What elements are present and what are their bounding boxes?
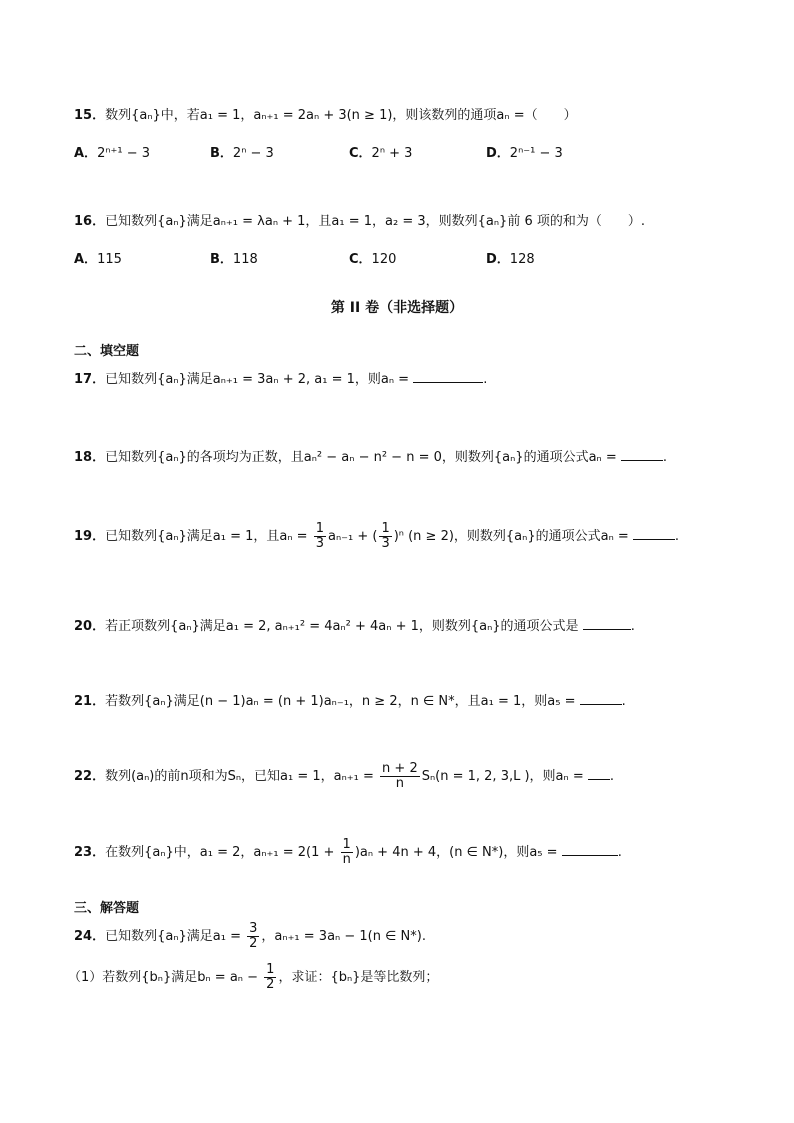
question-15 xyxy=(74,106,577,126)
question-number: 22． xyxy=(74,769,106,784)
option-a: A．2ⁿ⁺¹ − 3 xyxy=(74,146,151,161)
question-19: 19．已知数列{aₙ}满足a₁ = 1，且aₙ = $\frac{1}{3}$ aₙ₋₁ + ( $\frac{1}{3}$ )ⁿ (n ≥ 2)，则数列{aₙ}的通项公式aₙ = . xyxy=(74,521,680,551)
answer-blank[interactable] xyxy=(583,615,631,630)
question-number: 15． xyxy=(74,108,106,123)
answer-blank[interactable] xyxy=(562,841,618,856)
answer-blank[interactable] xyxy=(413,368,483,383)
question-text: 已知数列{aₙ}的各项均为正数，且aₙ² − aₙ − n² − n = 0，则数列{aₙ}的通项公式aₙ = xyxy=(105,450,617,465)
option-d: D．128 xyxy=(486,252,535,267)
question-17: 17．已知数列{aₙ}满足aₙ₊₁ = 3aₙ + 2, a₁ = 1，则aₙ = . xyxy=(74,368,487,390)
question-number: 19． xyxy=(74,529,106,544)
answer-blank[interactable] xyxy=(621,446,663,461)
question-23: 23．在数列{aₙ}中，a₁ = 2，aₙ₊₁ = 2(1 + $\frac{1}{n}$ )aₙ + 4n + 4，(n ∈ N*)，则a₅ = . xyxy=(74,837,622,867)
question-number: 21． xyxy=(74,694,106,709)
option-b: B．118 xyxy=(210,252,258,267)
solve-heading: 三、解答题 xyxy=(74,901,140,916)
answer-blank[interactable] xyxy=(633,525,675,540)
question-24: 24．已知数列{aₙ}满足a₁ = $\frac{3}{2}$ ，aₙ₊₁ = 3aₙ − 1(n ∈ N*). xyxy=(74,921,426,951)
question-21: 21．若数列{aₙ}满足(n − 1)aₙ = (n + 1)aₙ₋₁，n ≥ 2，n ∈ N*，且a₁ = 1，则a₅ = . xyxy=(74,690,626,712)
section-title: 第 II 卷（非选择题） xyxy=(330,300,464,316)
question-number: 24． xyxy=(74,929,106,944)
fraction: $\frac{3}{2}$ xyxy=(249,921,258,951)
question-text: 若数列{aₙ}满足(n − 1)aₙ = (n + 1)aₙ₋₁，n ≥ 2，n ∈ N*，且a₁ = 1，则a₅ = xyxy=(105,694,576,709)
question-number: 23． xyxy=(74,845,106,860)
question-number: 20． xyxy=(74,619,106,634)
fraction: $\frac{1}{3}$ xyxy=(381,521,390,551)
option-d: D．2ⁿ⁻¹ − 3 xyxy=(486,146,563,161)
question-24-part-1: （1）若数列{bₙ}满足bₙ = aₙ − $\frac{1}{2}$ ，求证：{bₙ}是等比数列； xyxy=(68,962,439,992)
fraction: $\frac{n + 2}{n}$ xyxy=(382,761,418,791)
fraction: $\frac{1}{n}$ xyxy=(342,837,351,867)
fill-in-heading: 二、填空题 xyxy=(74,344,140,359)
option-c: C．120 xyxy=(349,252,397,267)
question-text: 若正项数列{aₙ}满足a₁ = 2, aₙ₊₁² = 4aₙ² + 4aₙ + 1，则数列{aₙ}的通项公式是 xyxy=(105,619,579,634)
answer-blank[interactable] xyxy=(580,690,622,705)
question-number: 16． xyxy=(74,214,106,229)
question-16-options xyxy=(74,251,594,269)
question-20: 20．若正项数列{aₙ}满足a₁ = 2, aₙ₊₁² = 4aₙ² + 4aₙ + 1，则数列{aₙ}的通项公式是 . xyxy=(74,615,635,637)
question-18: 18．已知数列{aₙ}的各项均为正数，且aₙ² − aₙ − n² − n = 0，则数列{aₙ}的通项公式aₙ = . xyxy=(74,446,667,468)
question-text: 已知数列{aₙ}满足aₙ₊₁ = λaₙ + 1，且a₁ = 1，a₂ = 3，则数列{aₙ}前 6 项的和为（ ）. xyxy=(105,214,645,229)
question-15-options xyxy=(74,145,594,163)
fraction: $\frac{1}{3}$ xyxy=(315,521,324,551)
question-16 xyxy=(74,212,645,232)
question-22: 22．数列(aₙ)的前n项和为Sₙ，已知a₁ = 1，aₙ₊₁ = $\frac{n + 2}{n}$ Sₙ(n = 1, 2, 3,L )，则aₙ = . xyxy=(74,761,614,791)
question-number: 17． xyxy=(74,372,106,387)
question-text: 数列{aₙ}中，若a₁ = 1，aₙ₊₁ = 2aₙ + 3(n ≥ 1)，则该数列的通项aₙ =（ ） xyxy=(105,108,577,123)
option-b: B．2ⁿ − 3 xyxy=(210,146,274,161)
answer-blank[interactable] xyxy=(588,765,610,780)
fraction: $\frac{1}{2}$ xyxy=(266,962,275,992)
option-c: C．2ⁿ + 3 xyxy=(349,146,413,161)
question-text: 已知数列{aₙ}满足aₙ₊₁ = 3aₙ + 2, a₁ = 1，则aₙ = xyxy=(105,372,410,387)
question-number: 18． xyxy=(74,450,106,465)
option-a: A．115 xyxy=(74,252,122,267)
